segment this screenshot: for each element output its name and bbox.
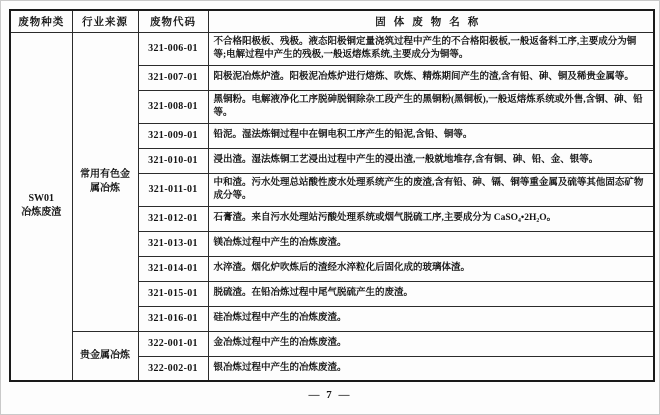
waste-code-cell: 322-001-01 xyxy=(138,331,208,356)
column-header-waste-code: 废物代码 xyxy=(138,10,208,32)
waste-name-cell: 阳极泥冶炼炉渣。阳极泥冶炼炉进行熔炼、吹炼、精炼期间产生的渣,含有铅、砷、铜及稀贵金属等。 xyxy=(208,65,654,90)
waste-name-cell: 石膏渣。来自污水处理站污酸处理系统或烟气脱硫工序,主要成分为 CaSO₄•2H₂O。 xyxy=(208,206,654,231)
waste-code-cell: 321-015-01 xyxy=(138,281,208,306)
waste-code-cell: 321-016-01 xyxy=(138,306,208,331)
table-row xyxy=(10,331,654,356)
header-row xyxy=(10,10,654,32)
waste-name-cell: 金冶炼过程中产生的冶炼废渣。 xyxy=(208,331,654,356)
page-number: — 7 — xyxy=(308,389,352,401)
waste-name-cell: 铅泥。湿法炼铜过程中在铜电积工序产生的铅泥,含铅、铜等。 xyxy=(208,123,654,148)
column-header-waste-name: 固体废物名称 xyxy=(208,10,654,32)
industry-source-cell: 常用有色金属冶炼 xyxy=(72,32,138,331)
waste-code-cell: 321-010-01 xyxy=(138,148,208,173)
waste-name-cell: 不合格阳极板、残极。液态阳极铜定量浇筑过程中产生的不合格阳极板,一般返备料工序,主要成分为铜等;电解过程中产生的残极,一般返熔炼系统,主要成分为铜等。 xyxy=(208,32,654,65)
waste-code-cell: 321-008-01 xyxy=(138,90,208,123)
waste-name-cell: 镁冶炼过程中产生的冶炼废渣。 xyxy=(208,231,654,256)
waste-code-cell: 321-006-01 xyxy=(138,32,208,65)
waste-type-code: SW01 xyxy=(28,193,55,205)
waste-name-cell: 水淬渣。烟化炉吹炼后的渣经水淬粒化后固化成的玻璃体渣。 xyxy=(208,256,654,281)
waste-name-cell: 中和渣。污水处理总站酸性废水处理系统产生的废渣,含有铅、砷、镉、铜等重金属及硫等其他固态矿物成分等。 xyxy=(208,173,654,206)
waste-type-name: 冶炼废渣 xyxy=(21,207,62,219)
table-row xyxy=(10,32,654,65)
waste-name-cell: 脱硫渣。在铅冶炼过程中尾气脱硫产生的废渣。 xyxy=(208,281,654,306)
waste-code-cell: 322-002-01 xyxy=(138,356,208,381)
waste-name-cell: 浸出渣。湿法炼铜工艺浸出过程中产生的浸出渣,一般就地堆存,含有铜、砷、铅、金、银等。 xyxy=(208,148,654,173)
waste-name-cell: 银冶炼过程中产生的冶炼废渣。 xyxy=(208,356,654,381)
column-header-waste-type: 废物种类 xyxy=(10,10,72,32)
waste-name-cell: 硅冶炼过程中产生的冶炼废渣。 xyxy=(208,306,654,331)
waste-code-cell: 321-009-01 xyxy=(138,123,208,148)
waste-type-cell xyxy=(10,32,72,381)
waste-code-cell: 321-007-01 xyxy=(138,65,208,90)
waste-code-cell: 321-014-01 xyxy=(138,256,208,281)
waste-classification-table xyxy=(9,9,655,382)
waste-code-cell: 321-013-01 xyxy=(138,231,208,256)
waste-code-cell: 321-012-01 xyxy=(138,206,208,231)
waste-name-cell: 黑铜粉。电解液净化工序脱砷脱铜除杂工段产生的黑铜粉(黑铜板),一般返熔炼系统或外售,含铜、砷、铅等。 xyxy=(208,90,654,123)
waste-code-cell: 321-011-01 xyxy=(138,173,208,206)
industry-source-cell: 贵金属冶炼 xyxy=(72,331,138,381)
column-header-industry-source: 行业来源 xyxy=(72,10,138,32)
